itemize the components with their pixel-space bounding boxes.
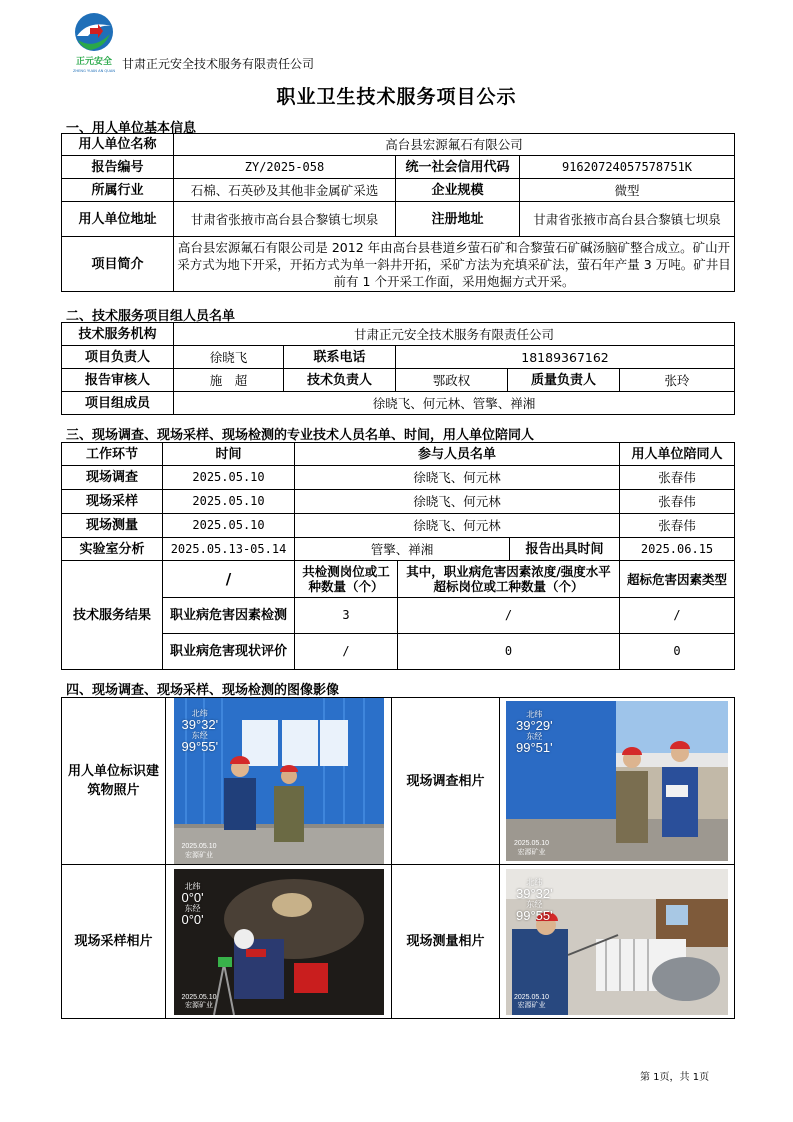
time-cell: 2025.05.10 <box>163 466 295 490</box>
photo-place: 宏源矿业 <box>185 1002 214 1010</box>
fieldwork-table <box>61 442 735 561</box>
photo-table <box>61 697 735 1019</box>
photo-lat: 39°32' <box>181 717 219 733</box>
phone-value: 18189367162 <box>396 346 735 369</box>
escort-cell: 张春伟 <box>620 514 735 538</box>
photo-lat: 39°32' <box>516 885 553 901</box>
basic-info-table <box>61 133 735 292</box>
photo-lat: 0°0' <box>181 889 204 905</box>
photo-lon-label: 东经 <box>526 899 543 909</box>
stage-cell: 现场采样 <box>62 490 163 514</box>
section2-heading: 二、技术服务项目组人员名单 <box>66 309 236 324</box>
table-row <box>62 634 735 670</box>
reviewer-label: 报告审核人 <box>62 369 174 392</box>
industry-value: 石棉、石英砂及其他非金属矿采选 <box>174 179 396 202</box>
reviewer-value: 施 超 <box>174 369 284 392</box>
table-row <box>62 514 735 538</box>
escort-cell: 张春伟 <box>620 490 735 514</box>
photo-label-survey: 现场调查相片 <box>392 698 500 865</box>
photo-lat-label: 北纬 <box>526 877 543 887</box>
leader-label: 项目负责人 <box>62 346 174 369</box>
page-title: 职业卫生技术服务项目公示 <box>276 86 517 108</box>
credit-code-label: 统一社会信用代码 <box>396 156 520 179</box>
photo-date: 2025.05.10 <box>181 843 217 851</box>
people-cell: 徐晓飞、何元林 <box>295 466 620 490</box>
quality-label: 质量负责人 <box>508 369 620 392</box>
report-date-label: 报告出具时间 <box>510 538 620 561</box>
industry-label: 所属行业 <box>62 179 174 202</box>
photo-lon-label: 东经 <box>191 731 208 741</box>
lab-people: 管擎、禅湘 <box>295 538 510 561</box>
stage-cell: 现场调查 <box>62 466 163 490</box>
col-time: 时间 <box>163 443 295 466</box>
result-v1: 3 <box>295 598 398 634</box>
address-label: 用人单位地址 <box>62 202 174 237</box>
result-v1: / <box>295 634 398 670</box>
survey-photo <box>506 701 728 861</box>
photo-lon: 99°55' <box>181 739 219 755</box>
logo-subtext: ZHENG YUAN AN QUAN <box>72 69 116 73</box>
measurement-photo <box>506 869 728 1015</box>
result-v3: / <box>620 598 735 634</box>
table-row <box>62 490 735 514</box>
col-stage: 工作环节 <box>62 443 163 466</box>
lab-label: 实验室分析 <box>62 538 163 561</box>
section3-heading: 三、现场调查、现场采样、现场检测的专业技术人员名单、时间，用人单位陪同人 <box>66 428 535 443</box>
result-row-label: 职业病危害现状评价 <box>163 634 295 670</box>
logo-text: 正元安全 <box>75 57 113 67</box>
escort-cell: 张春伟 <box>620 466 735 490</box>
sampling-photo-image <box>174 869 384 1015</box>
document-header <box>68 10 468 74</box>
photo-lat-label: 北纬 <box>526 710 543 719</box>
building-photo <box>174 698 384 864</box>
time-cell: 2025.05.10 <box>163 514 295 538</box>
credit-code-value: 91620724057578751K <box>520 156 735 179</box>
photo-place: 宏源矿业 <box>517 1002 546 1010</box>
photo-lon: 99°51' <box>516 740 553 756</box>
reg-address-value: 甘肃省张掖市高台县合黎镇七坝泉 <box>520 202 735 237</box>
photo-lat-label: 北纬 <box>191 709 208 718</box>
col-escort: 用人单位陪同人 <box>620 443 735 466</box>
tech-label: 技术负责人 <box>284 369 396 392</box>
photo-label-measurement: 现场测量相片 <box>392 865 500 1019</box>
intro-label: 项目简介 <box>62 237 174 292</box>
photo-label-building: 用人单位标识建筑物照片 <box>62 698 166 865</box>
results-table <box>61 560 735 670</box>
section4-heading: 四、现场调查、现场采样、现场检测的图像影像 <box>66 683 340 698</box>
photo-lat-label: 北纬 <box>184 881 201 891</box>
photo-date: 2025.05.10 <box>514 993 550 1001</box>
intro-value: 高台县宏源氟石有限公司是 2012 年由高台县巷道乡萤石矿和合黎萤石矿碱汤脑矿整合成立。矿山开采方式为地下开采，开拓方式为单一斜井开拓，采矿方法为充填采矿法，萤石年产量 3 万吨。矿井目前有 1 个开采工作面，采用炮掘方式开采。 <box>174 237 735 292</box>
photo-lon: 0°0' <box>181 911 204 927</box>
results-col3: 超标危害因素类型 <box>620 561 735 598</box>
results-slash: / <box>163 561 295 598</box>
phone-label: 联系电话 <box>284 346 396 369</box>
results-col2: 其中，职业病危害因素浓度/强度水平超标岗位或工种数量（个） <box>398 561 620 598</box>
time-cell: 2025.05.10 <box>163 490 295 514</box>
reg-address-label: 注册地址 <box>396 202 520 237</box>
col-people: 参与人员名单 <box>295 443 620 466</box>
quality-value: 张玲 <box>620 369 735 392</box>
scale-value: 微型 <box>520 179 735 202</box>
result-v3: 0 <box>620 634 735 670</box>
photo-place: 宏源矿业 <box>517 848 546 856</box>
lab-time: 2025.05.13-05.14 <box>163 538 295 561</box>
members-label: 项目组成员 <box>62 392 174 415</box>
photo-date: 2025.05.10 <box>181 993 217 1001</box>
table-row <box>62 466 735 490</box>
stage-cell: 现场测量 <box>62 514 163 538</box>
results-label: 技术服务结果 <box>62 561 163 670</box>
photo-lat: 39°29' <box>516 718 553 734</box>
report-date-value: 2025.06.15 <box>620 538 735 561</box>
table-row <box>62 598 735 634</box>
tech-value: 鄂政权 <box>396 369 508 392</box>
unit-name-value: 高台县宏源氟石有限公司 <box>174 134 735 156</box>
result-v2: / <box>398 598 620 634</box>
company-logo <box>68 10 120 74</box>
header-company-name: 甘肃正元安全技术服务有限责任公司 <box>122 57 315 71</box>
page-number: 第 1页，共 1页 <box>640 1072 710 1083</box>
report-no-value: ZY/2025-058 <box>174 156 396 179</box>
photo-place: 宏源矿业 <box>185 851 214 859</box>
leader-value: 徐晓飞 <box>174 346 284 369</box>
address-value: 甘肃省张掖市高台县合黎镇七坝泉 <box>174 202 396 237</box>
people-cell: 徐晓飞、何元林 <box>295 490 620 514</box>
photo-date: 2025.05.10 <box>514 840 550 848</box>
report-no-label: 报告编号 <box>62 156 174 179</box>
members-value: 徐晓飞、何元林、管擎、禅湘 <box>174 392 735 415</box>
section1-heading: 一、用人单位基本信息 <box>66 121 197 136</box>
photo-lon: 99°55' <box>516 907 553 923</box>
scale-label: 企业规模 <box>396 179 520 202</box>
results-col1: 共检测岗位或工种数量（个） <box>295 561 398 598</box>
org-value: 甘肃正元安全技术服务有限责任公司 <box>174 323 735 346</box>
team-table <box>61 322 735 415</box>
sampling-photo <box>174 869 384 1015</box>
photo-lon-label: 东经 <box>526 732 543 742</box>
photo-lon-label: 东经 <box>184 903 201 913</box>
photo-label-sampling: 现场采样相片 <box>62 865 166 1019</box>
org-label: 技术服务机构 <box>62 323 174 346</box>
people-cell: 徐晓飞、何元林 <box>295 514 620 538</box>
unit-name-label: 用人单位名称 <box>62 134 174 156</box>
result-row-label: 职业病危害因素检测 <box>163 598 295 634</box>
result-v2: 0 <box>398 634 620 670</box>
